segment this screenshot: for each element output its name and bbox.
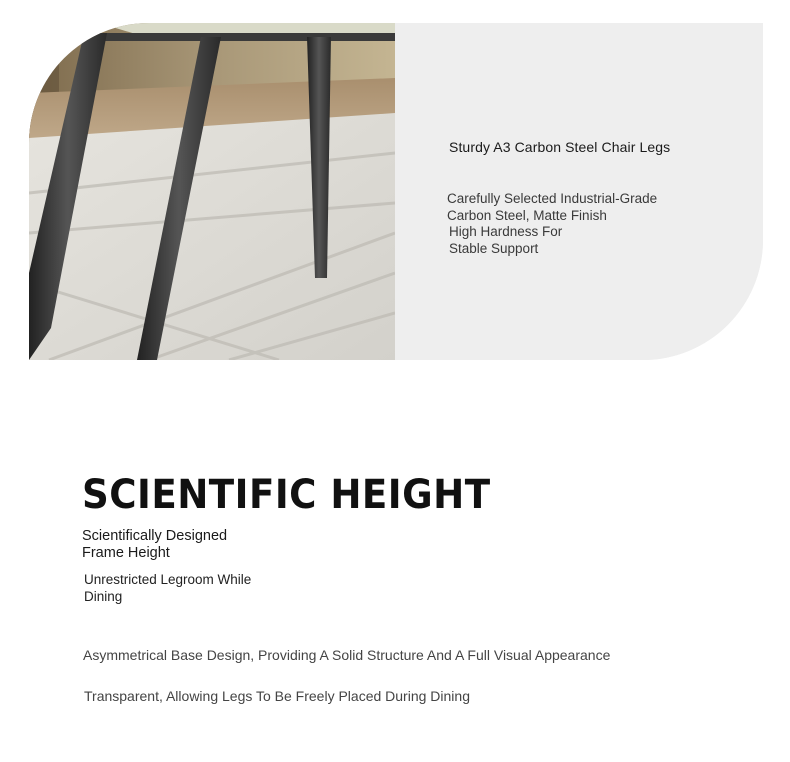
- feature-panel: [395, 23, 763, 360]
- detail-line: Dining: [84, 588, 123, 604]
- subtitle-line: Frame Height: [82, 545, 170, 561]
- hero-card: [29, 23, 763, 360]
- description-paragraph: Asymmetrical Base Design, Providing A Solid Structure And A Full Visual Appearance: [83, 647, 611, 663]
- description-paragraph: Transparent, Allowing Legs To Be Freely Placed During Dining: [84, 688, 470, 704]
- feature-line: Carbon Steel, Matte Finish: [447, 207, 607, 223]
- subtitle-line: Scientifically Designed: [82, 528, 228, 544]
- detail-line: Unrestricted Legroom While: [84, 572, 252, 587]
- feature-title: Sturdy A3 Carbon Steel Chair Legs: [449, 139, 671, 155]
- feature-description: [447, 191, 657, 257]
- section-heading: SCIENTIFIC HEIGHT: [82, 472, 491, 518]
- section-subtitle: [82, 528, 227, 562]
- feature-line: Carefully Selected Industrial-Grade: [447, 191, 658, 206]
- feature-line: Stable Support: [449, 240, 539, 256]
- chair-legs-photo: [29, 23, 395, 360]
- section-detail: [84, 572, 251, 605]
- feature-line: High Hardness For: [449, 224, 563, 239]
